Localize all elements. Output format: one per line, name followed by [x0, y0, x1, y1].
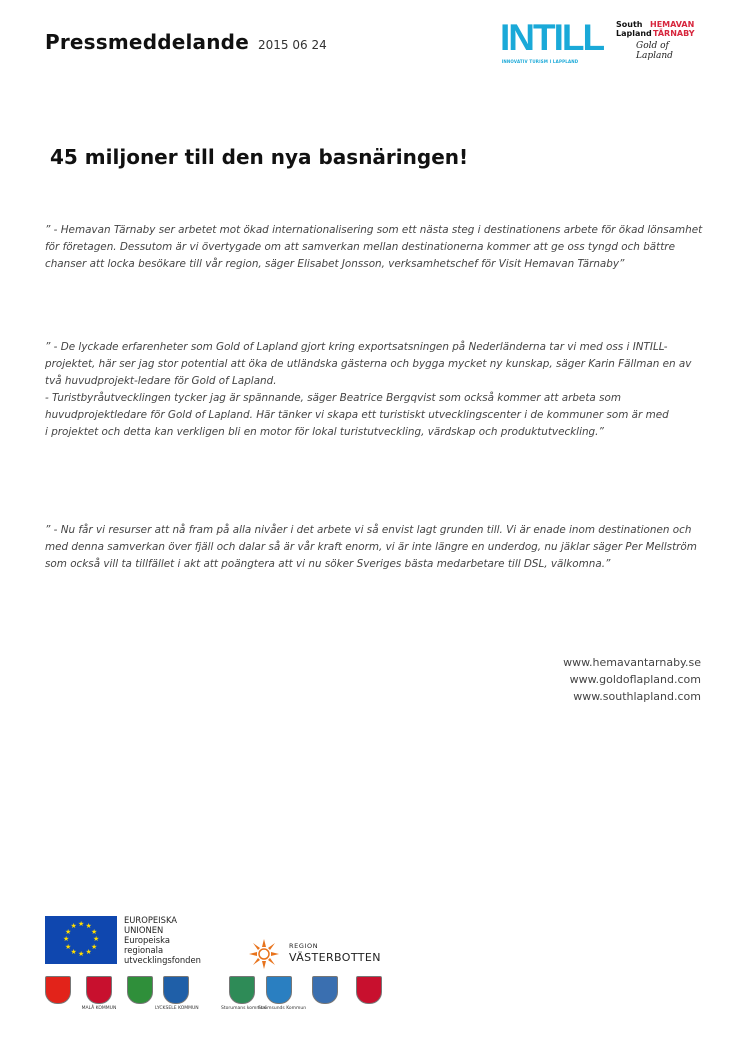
eu-line-3: Europeiska [124, 935, 170, 945]
eu-star-icon: ★ [93, 935, 100, 943]
intill-logo [500, 17, 604, 66]
eu-star-icon: ★ [70, 922, 77, 930]
south-lapland-south: South [616, 20, 643, 29]
eu-line-4: regionala [124, 945, 164, 955]
quote-2-text-a: ” - De lyckade erfarenheter som Gold of Lapland gjort kring exportsatsningen på Nederländerna tar vi med oss i INTILL-projektet, här ser jag stor potential att öka de utländska gästerna och bygga mycket ny kunskap, säger Karin Fällman en av två huvudprojekt-ledare för Gold of Lapland. [45, 341, 692, 387]
quote-2-text-b: - Turistbyråutvecklingen tycker jag är spännande, säger Beatrice Bergqvist som också kommer att arbeta som huvudprojektledare för Gold of Lapland. Här tänker vi skapa ett turistiskt utvecklingscenter i de kommuner som är med [45, 392, 669, 421]
eu-star-icon: ★ [65, 942, 72, 951]
eu-star-icon: ★ [63, 935, 70, 943]
eu-star-icon: ★ [70, 947, 77, 956]
eu-star-icon: ★ [85, 947, 92, 956]
municipality-crest-icon [312, 976, 338, 1004]
hemavan-text: HEMAVAN [650, 20, 695, 29]
intill-logo-tagline: INNOVATIV TURISM I LAPPLAND [501, 59, 579, 64]
link-hemavantarnaby[interactable]: www.hemavantarnaby.se [563, 656, 701, 669]
municipality-crest-icon [229, 976, 255, 1004]
vasterbotten-label: VÄSTERBOTTEN [289, 951, 381, 964]
intill-logo-word: INTILL [500, 17, 604, 58]
eu-star-icon: ★ [78, 920, 85, 928]
eu-line-2: UNIONEN [124, 925, 164, 935]
tarnaby-text: TÄRNABY [653, 29, 695, 38]
municipality-caption: Storumans kommun [221, 1006, 267, 1011]
eu-line-5: utvecklingsfonden [124, 955, 201, 965]
quote-3 [45, 522, 705, 573]
gold-of-lapland-text: Gold of Lapland [636, 41, 673, 61]
eu-text [124, 915, 201, 965]
municipality-crest-icon [86, 976, 112, 1004]
municipality-caption: LYCKSELE KOMMUN [155, 1006, 199, 1011]
eu-star-icon: ★ [90, 942, 98, 951]
link-goldoflapland[interactable]: www.goldoflapland.com [569, 673, 701, 686]
document-date: 2015 06 24 [258, 38, 327, 52]
eu-star-icon: ★ [85, 922, 92, 930]
municipality-crest-icon [266, 976, 292, 1004]
municipality-crest-icon [45, 976, 71, 1004]
document-type: Pressmeddelande [45, 30, 249, 54]
quote-2 [45, 339, 705, 441]
website-links [563, 654, 701, 705]
municipality-crest-icon [127, 976, 153, 1004]
region-vasterbotten-sun-icon [248, 938, 280, 970]
municipality-crest-icon [356, 976, 382, 1004]
eu-line-1: EUROPEISKA [124, 915, 178, 925]
eu-star-icon: ★ [90, 927, 98, 936]
quote-2-text-c: i projektet och detta kan verkligen bli en motor för lokal turistutveckling, värdskap och produktutveckling.” [45, 426, 604, 438]
eu-flag-icon [45, 916, 117, 964]
quote-1 [45, 222, 705, 273]
region-label: REGION [289, 942, 319, 950]
eu-star-icon: ★ [65, 927, 72, 936]
quote-1-text: ” - Hemavan Tärnaby ser arbetet mot ökad internationalisering som ett nästa steg i destinationens arbete för ökad lönsamhet för företagen. Dessutom är vi övertygade om att samverkan mellan destinationerna kommer att ge oss tyngd och bättre chanser att locka besökare till vår region, säger Elisabet Jonsson, verksamhetschef för Visit Hemavan Tärnaby” [45, 224, 703, 270]
quote-3-text: ” - Nu får vi resurser att nå fram på alla nivåer i det arbete vi så envist lagt grunden till. Vi är enade inom destinationen och med denna samverkan över fjäll och dalar så är vår kraft enorm, vi är inte längre en underdog, nu jäklar säger Per Mellström som också vill ta tillfället i akt att poängtera att vi nu söker Sveriges bästa medarbetare till DSL, välkomna.” [45, 524, 697, 570]
headline: 45 miljoner till den nya basnäringen! [50, 145, 469, 169]
eu-star-icon: ★ [78, 950, 85, 958]
link-southlapland[interactable]: www.southlapland.com [573, 690, 701, 703]
south-lapland-logo [616, 20, 706, 60]
municipality-caption: MALÅ KOMMUN [81, 1006, 117, 1011]
south-lapland-lapland: Lapland [616, 29, 652, 38]
municipality-caption: Strömsunds Kommun [258, 1006, 307, 1011]
municipality-crest-icon [163, 976, 189, 1004]
